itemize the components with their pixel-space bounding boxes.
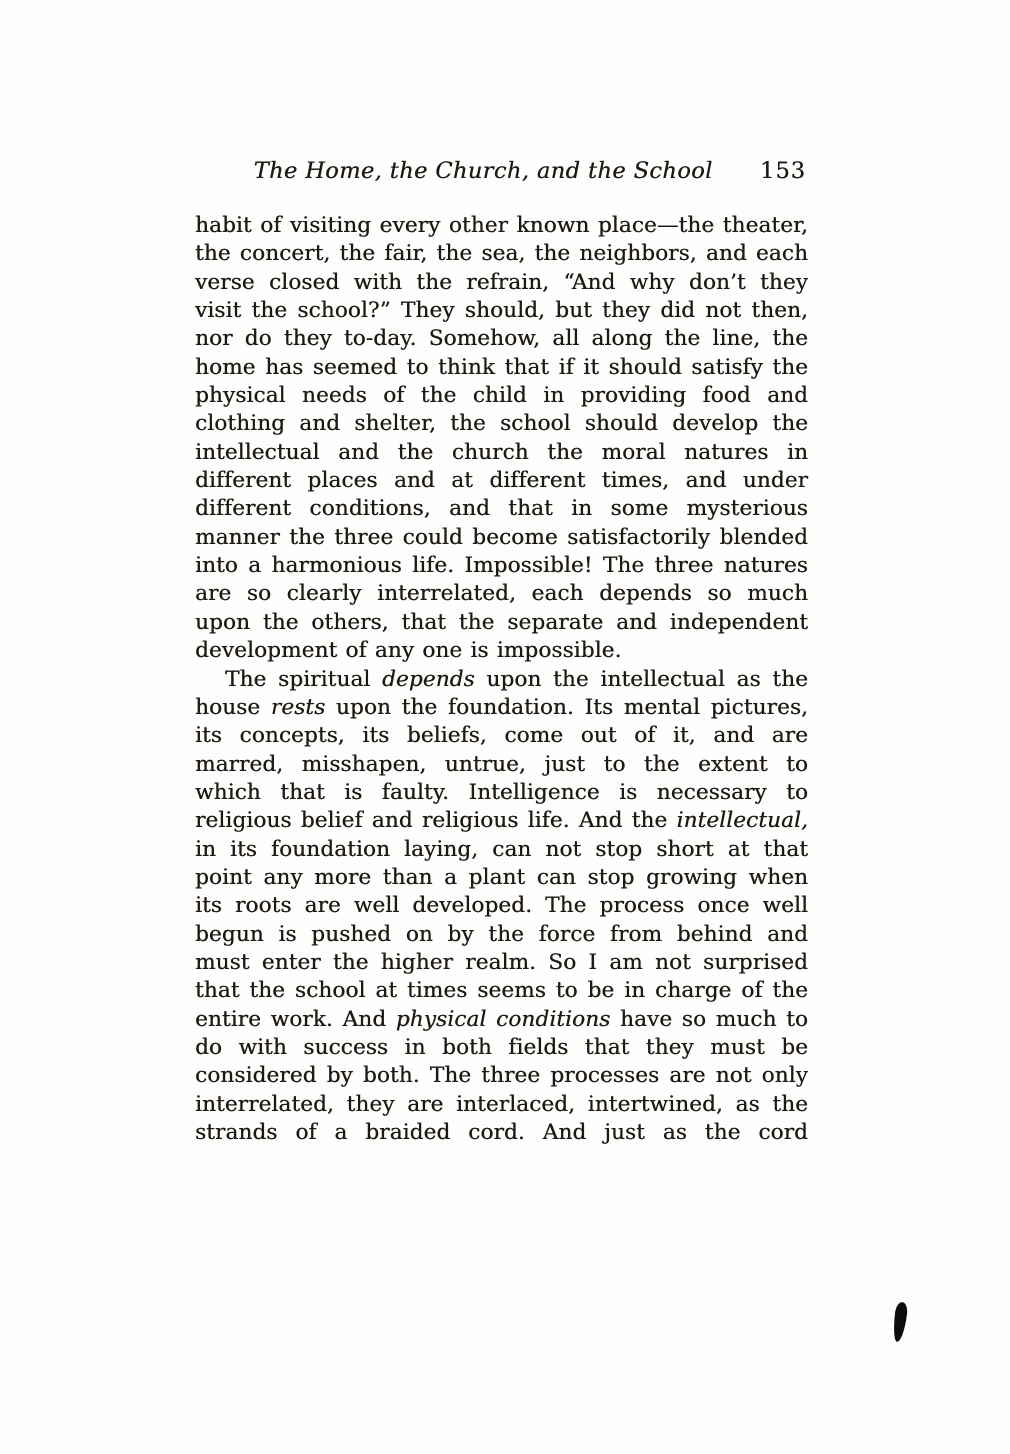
text-segment-italic: intellectual, bbox=[676, 808, 808, 834]
text-segment-italic: depends bbox=[382, 666, 475, 692]
text-segment: habit of visiting every other known place—the theater, the concert, the fair, the sea, the neighbors, and each verse closed with the refrain, “And why don’t they visit the school?” They should, but they did not then, nor do they to-day. Somehow, all along the line, the home has seemed to think that if it should satisfy the physical needs of the child in providing food and clothing and shelter, the school should develop the intellectual and the church the moral natures in different places and at different times, and under different conditions, and that in some mysterious manner the three could become satisfactorily blended into a harmonious life. Impossible! The three natures are so clearly interrelated, each depends so much upon the others, that the separate and independent development of any one is impossible. bbox=[195, 213, 808, 664]
paragraph-2 bbox=[195, 666, 808, 1148]
running-head-title: The Home, the Church, and the School bbox=[253, 158, 713, 184]
scan-artifact-mark bbox=[892, 1301, 909, 1342]
page-body bbox=[195, 212, 808, 1147]
text-segment-italic: physical conditions bbox=[395, 1006, 611, 1032]
page-header bbox=[195, 158, 808, 190]
text-segment: have so much to do with success in both fields that they must be considered by both. The three processes are not only interrelated, they are interlaced, intertwined, as the strands of a braided cord. And just as the cord bbox=[195, 1006, 809, 1145]
page-number: 153 bbox=[760, 158, 806, 184]
text-segment-italic: rests bbox=[270, 694, 326, 720]
paragraph-1 bbox=[195, 212, 808, 666]
text-segment: The spiritual bbox=[225, 666, 382, 692]
text-segment: upon the intellectual as the house bbox=[195, 666, 808, 720]
text-segment: upon the foundation. Its mental pictures, its concepts, its beliefs, come out of it, and are marred, misshapen, untrue, just to the extent to which that is faulty. Intelligence is necessary to religious belief and religious life. And the bbox=[195, 694, 808, 834]
text-segment: in its foundation laying, can not stop short at that point any more than a plant can stop growing when its roots are well developed. The process once well begun is pushed on by the force from behind and must enter the higher realm. So I am not surprised that the school at times seems to be in charge of the entire work. And bbox=[195, 836, 808, 1032]
